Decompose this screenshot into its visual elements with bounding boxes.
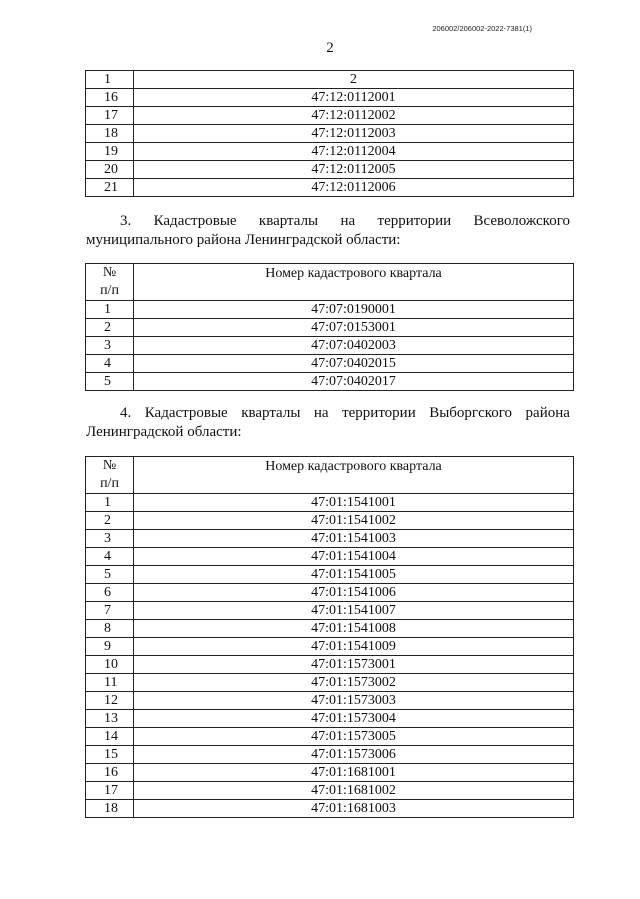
section-4-heading xyxy=(86,404,570,442)
row-number-cell: 7 xyxy=(86,602,134,620)
row-number-cell: 1 xyxy=(86,301,134,319)
row-number-cell: 4 xyxy=(86,355,134,373)
heading-word: 4. xyxy=(120,405,132,421)
section-4-table xyxy=(85,456,574,818)
row-number-cell: 21 xyxy=(86,179,134,197)
table-row xyxy=(86,530,574,548)
cadastral-number-cell: 47:01:1541007 xyxy=(134,602,574,620)
cadastral-number-cell: 47:07:0402017 xyxy=(134,373,574,391)
section-3-table xyxy=(85,263,574,391)
row-number-cell: 15 xyxy=(86,746,134,764)
table-row xyxy=(86,179,574,197)
cadastral-number-cell: 47:01:1681003 xyxy=(134,800,574,818)
cadastral-number-cell: 47:12:0112004 xyxy=(134,143,574,161)
row-number-cell: 20 xyxy=(86,161,134,179)
cadastral-number-cell: 47:12:0112001 xyxy=(134,89,574,107)
row-number-cell: 11 xyxy=(86,674,134,692)
table-row xyxy=(86,584,574,602)
row-number-cell: 14 xyxy=(86,728,134,746)
cadastral-number-cell: 47:12:0112005 xyxy=(134,161,574,179)
heading-word: Всеволожского xyxy=(473,213,570,229)
row-number-cell: 9 xyxy=(86,638,134,656)
cadastral-number-cell: 47:01:1573004 xyxy=(134,710,574,728)
cadastral-number-cell: 47:07:0153001 xyxy=(134,319,574,337)
row-number-cell: 12 xyxy=(86,692,134,710)
col-number-line-1: № xyxy=(102,265,117,280)
continued-table xyxy=(85,70,574,197)
cadastral-number-cell: 47:01:1541009 xyxy=(134,638,574,656)
table-row xyxy=(86,620,574,638)
row-number-cell: 1 xyxy=(86,494,134,512)
table-row xyxy=(86,782,574,800)
cadastral-number-cell: 47:07:0402003 xyxy=(134,337,574,355)
cadastral-number-cell: 47:01:1573002 xyxy=(134,674,574,692)
cadastral-number-cell: 47:01:1573005 xyxy=(134,728,574,746)
table-row xyxy=(86,566,574,584)
col-number-line-1: № xyxy=(102,458,117,473)
header-cell: 2 xyxy=(134,71,574,89)
cadastral-number-cell: 47:12:0112003 xyxy=(134,125,574,143)
row-number-cell: 2 xyxy=(86,512,134,530)
row-number-cell: 10 xyxy=(86,656,134,674)
col-title-header: Номер кадастрового квартала xyxy=(134,457,574,494)
cadastral-number-cell: 47:01:1681002 xyxy=(134,782,574,800)
cadastral-number-cell: 47:01:1681001 xyxy=(134,764,574,782)
table-header-row xyxy=(86,264,574,301)
cadastral-number-cell: 47:01:1541008 xyxy=(134,620,574,638)
cadastral-number-cell: 47:12:0112002 xyxy=(134,107,574,125)
col-number-header xyxy=(86,457,134,494)
cadastral-number-cell: 47:01:1541002 xyxy=(134,512,574,530)
heading-word: кварталы xyxy=(241,405,301,421)
table-body xyxy=(86,494,574,818)
table-row xyxy=(86,107,574,125)
section-4-line-2: Ленинградской области: xyxy=(86,424,242,440)
row-number-cell: 18 xyxy=(86,800,134,818)
row-number-cell: 8 xyxy=(86,620,134,638)
row-number-cell: 4 xyxy=(86,548,134,566)
col-title-header: Номер кадастрового квартала xyxy=(134,264,574,301)
table-row xyxy=(86,125,574,143)
cadastral-number-cell: 47:12:0112006 xyxy=(134,179,574,197)
row-number-cell: 16 xyxy=(86,89,134,107)
cadastral-number-cell: 47:01:1541001 xyxy=(134,494,574,512)
section-4-line-1 xyxy=(86,404,570,423)
page-number: 2 xyxy=(326,40,334,56)
heading-word: на xyxy=(313,405,329,421)
table-row xyxy=(86,602,574,620)
col-number-line-2: п/п xyxy=(100,476,119,491)
table-row xyxy=(86,337,574,355)
cadastral-number-cell: 47:07:0402015 xyxy=(134,355,574,373)
table-row xyxy=(86,512,574,530)
table-row xyxy=(86,89,574,107)
table-row xyxy=(86,674,574,692)
cadastral-number-cell: 47:01:1541005 xyxy=(134,566,574,584)
table-row xyxy=(86,764,574,782)
row-number-cell: 6 xyxy=(86,584,134,602)
heading-word: района xyxy=(525,405,570,421)
cadastral-number-cell: 47:01:1541003 xyxy=(134,530,574,548)
cadastral-number-cell: 47:01:1541004 xyxy=(134,548,574,566)
row-number-cell: 2 xyxy=(86,319,134,337)
table-row xyxy=(86,355,574,373)
table-row xyxy=(86,143,574,161)
row-number-cell: 16 xyxy=(86,764,134,782)
section-3-line-2: муниципального района Ленинградской области: xyxy=(86,232,401,248)
heading-word: Выборгского xyxy=(429,405,513,421)
cadastral-number-cell: 47:01:1573001 xyxy=(134,656,574,674)
row-number-cell: 18 xyxy=(86,125,134,143)
row-number-cell: 13 xyxy=(86,710,134,728)
table-row xyxy=(86,319,574,337)
table-row xyxy=(86,494,574,512)
table-row xyxy=(86,746,574,764)
heading-word: Кадастровые xyxy=(144,405,228,421)
heading-word: территории xyxy=(342,405,416,421)
table-row xyxy=(86,301,574,319)
table-row xyxy=(86,161,574,179)
table-body xyxy=(86,301,574,391)
row-number-cell: 17 xyxy=(86,782,134,800)
cadastral-number-cell: 47:01:1541006 xyxy=(134,584,574,602)
table-header-row xyxy=(86,457,574,494)
heading-word: на xyxy=(340,213,356,229)
row-number-cell: 3 xyxy=(86,530,134,548)
table-row xyxy=(86,548,574,566)
table-row xyxy=(86,710,574,728)
section-3-heading xyxy=(86,212,570,250)
cadastral-number-cell: 47:07:0190001 xyxy=(134,301,574,319)
cadastral-number-cell: 47:01:1573003 xyxy=(134,692,574,710)
col-number-line-2: п/п xyxy=(100,283,119,298)
section-3-line-1 xyxy=(86,212,570,231)
table-row xyxy=(86,692,574,710)
heading-word: 3. xyxy=(120,213,132,229)
table-row xyxy=(86,728,574,746)
document-id: 206002/206002-2022-7381(1) xyxy=(432,24,532,33)
table-row xyxy=(86,373,574,391)
header-cell: 1 xyxy=(86,71,134,89)
row-number-cell: 19 xyxy=(86,143,134,161)
row-number-cell: 5 xyxy=(86,566,134,584)
table-row xyxy=(86,656,574,674)
heading-word: Кадастровые xyxy=(153,213,237,229)
table-header-row xyxy=(86,71,574,89)
heading-word: кварталы xyxy=(258,213,319,229)
row-number-cell: 17 xyxy=(86,107,134,125)
row-number-cell: 3 xyxy=(86,337,134,355)
col-number-header xyxy=(86,264,134,301)
table-body xyxy=(86,89,574,197)
table-row xyxy=(86,800,574,818)
heading-word: территории xyxy=(377,213,452,229)
row-number-cell: 5 xyxy=(86,373,134,391)
cadastral-number-cell: 47:01:1573006 xyxy=(134,746,574,764)
table-row xyxy=(86,638,574,656)
